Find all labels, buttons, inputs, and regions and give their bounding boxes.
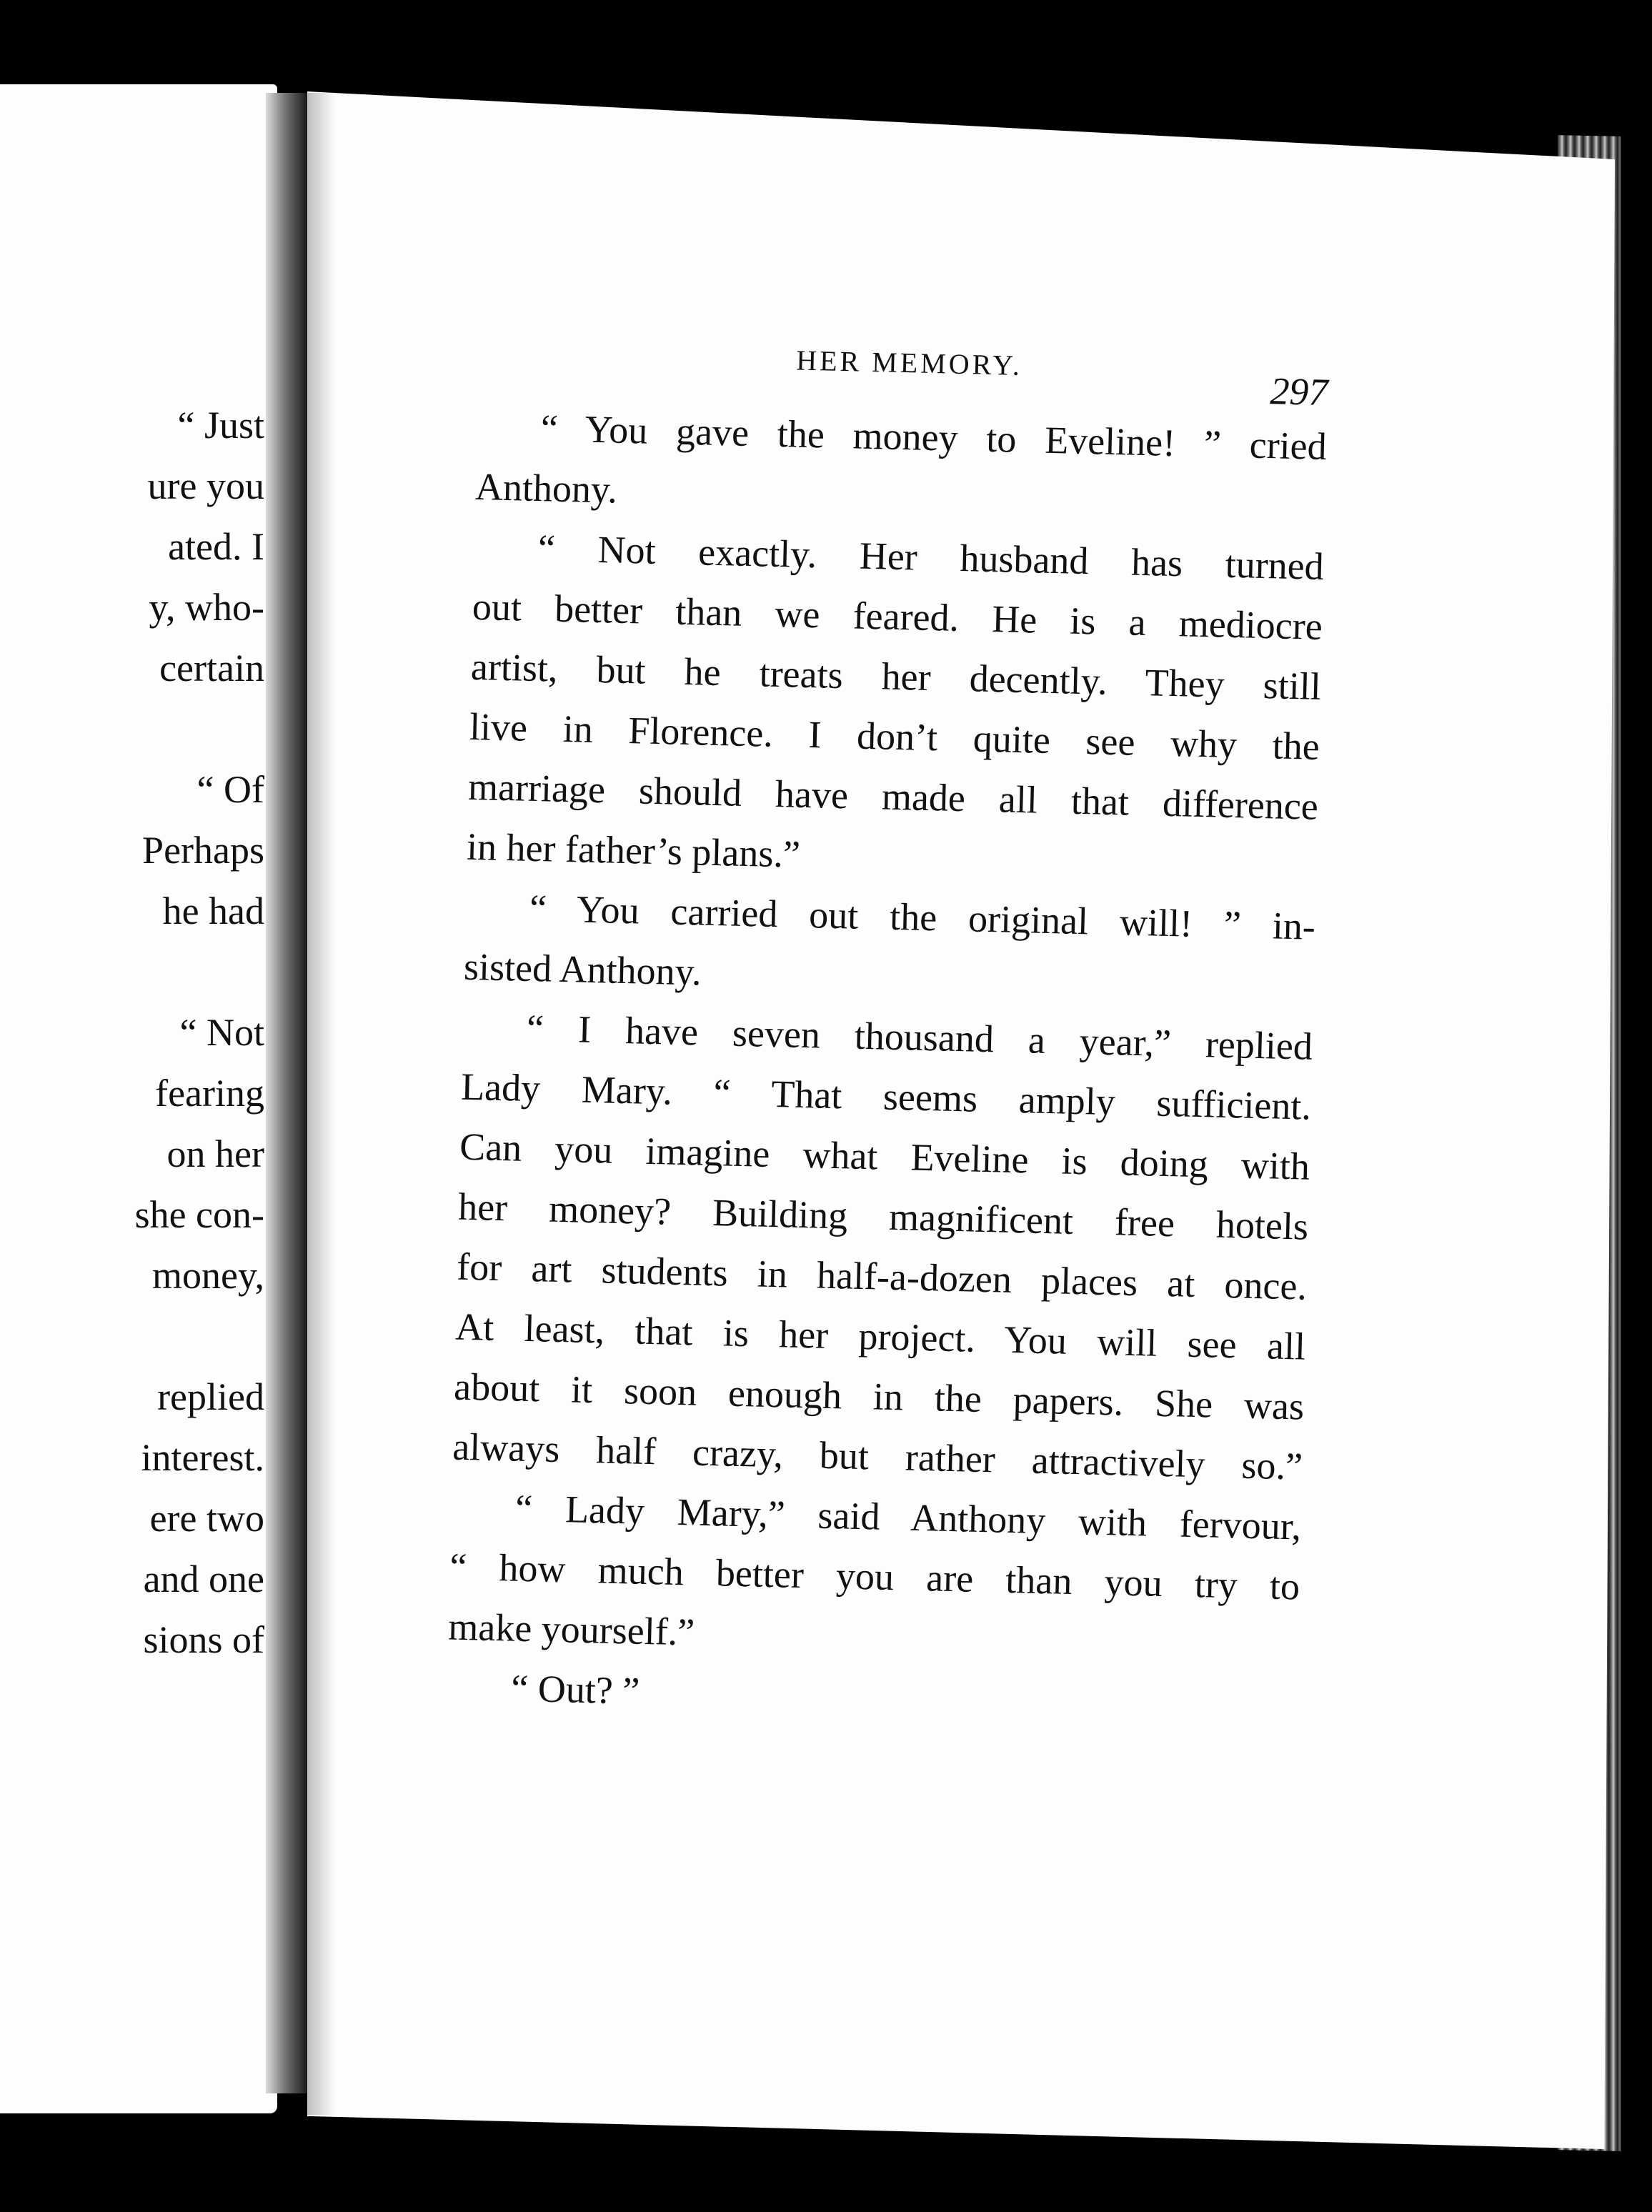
left-page — [0, 84, 277, 2113]
left-page-line: ere two — [149, 1497, 264, 1540]
left-page-line: ure you — [147, 464, 264, 507]
left-page-line: “ Not — [179, 1011, 264, 1054]
text-line: her money? Building magnificent free hotels — [457, 1185, 1309, 1248]
text-line: “ You gave the money to Eveline! ” cried — [540, 407, 1328, 468]
text-line: about it soon enough in the papers. She was — [453, 1365, 1305, 1428]
running-head: HER MEMORY. — [795, 344, 1023, 382]
left-page-line: sions of — [143, 1618, 264, 1661]
text-line: sisted Anthony. — [463, 945, 702, 994]
text-line: marriage should have made all that difference — [467, 764, 1319, 828]
left-page-line: ated. I — [168, 525, 264, 568]
text-line: “ Not exactly. Her husband has turned — [537, 527, 1325, 588]
left-page-line: fearing — [155, 1072, 264, 1115]
text-line: “ I have seven thousand a year,” replied — [526, 1006, 1313, 1068]
left-page-line: “ Just — [177, 404, 264, 447]
left-page-line: and one — [143, 1558, 264, 1600]
right-page — [307, 91, 1615, 2149]
text-line: always half crazy, but rather attractively so.” — [452, 1425, 1303, 1488]
text-line: out better than we feared. He is a mediocre — [472, 584, 1323, 648]
left-page-line: y, who- — [149, 586, 264, 629]
text-line: “ You carried out the original will! ” in- — [529, 886, 1316, 948]
left-page-line: on her — [166, 1132, 264, 1175]
text-line: “ Out? ” — [510, 1666, 640, 1713]
left-page-line: money, — [152, 1254, 264, 1297]
text-line: “ how much better you are than you try to — [449, 1545, 1300, 1608]
text-line: in her father’s plans.” — [466, 824, 801, 876]
text-line: live in Florence. I don’t quite see why the — [469, 704, 1320, 768]
text-line: for art students in half-a-dozen places at once. — [456, 1245, 1308, 1308]
text-line: “ Lady Mary,” said Anthony with fervour, — [514, 1486, 1302, 1548]
text-line: Can you imagine what Eveline is doing with — [459, 1125, 1310, 1188]
left-page-line: replied — [157, 1375, 264, 1418]
text-line: Lady Mary. “ That seems amply sufficient. — [460, 1065, 1312, 1128]
left-page-line: interest. — [141, 1436, 264, 1479]
text-line: At least, that is her project. You will see all — [454, 1305, 1306, 1368]
book-spine-shadow — [266, 93, 307, 2093]
left-page-line: she con- — [134, 1193, 264, 1236]
text-line: artist, but he treats her decently. They still — [470, 644, 1322, 708]
left-page-line: he had — [162, 890, 264, 932]
left-page-line: Perhaps — [142, 829, 264, 872]
left-page-line: certain — [159, 647, 264, 689]
gutter-shadow — [307, 93, 336, 2115]
text-line: make yourself.” — [447, 1605, 695, 1654]
page-number: 297 — [1269, 369, 1329, 414]
text-line: Anthony. — [474, 464, 618, 512]
left-page-line: “ Of — [196, 768, 264, 811]
